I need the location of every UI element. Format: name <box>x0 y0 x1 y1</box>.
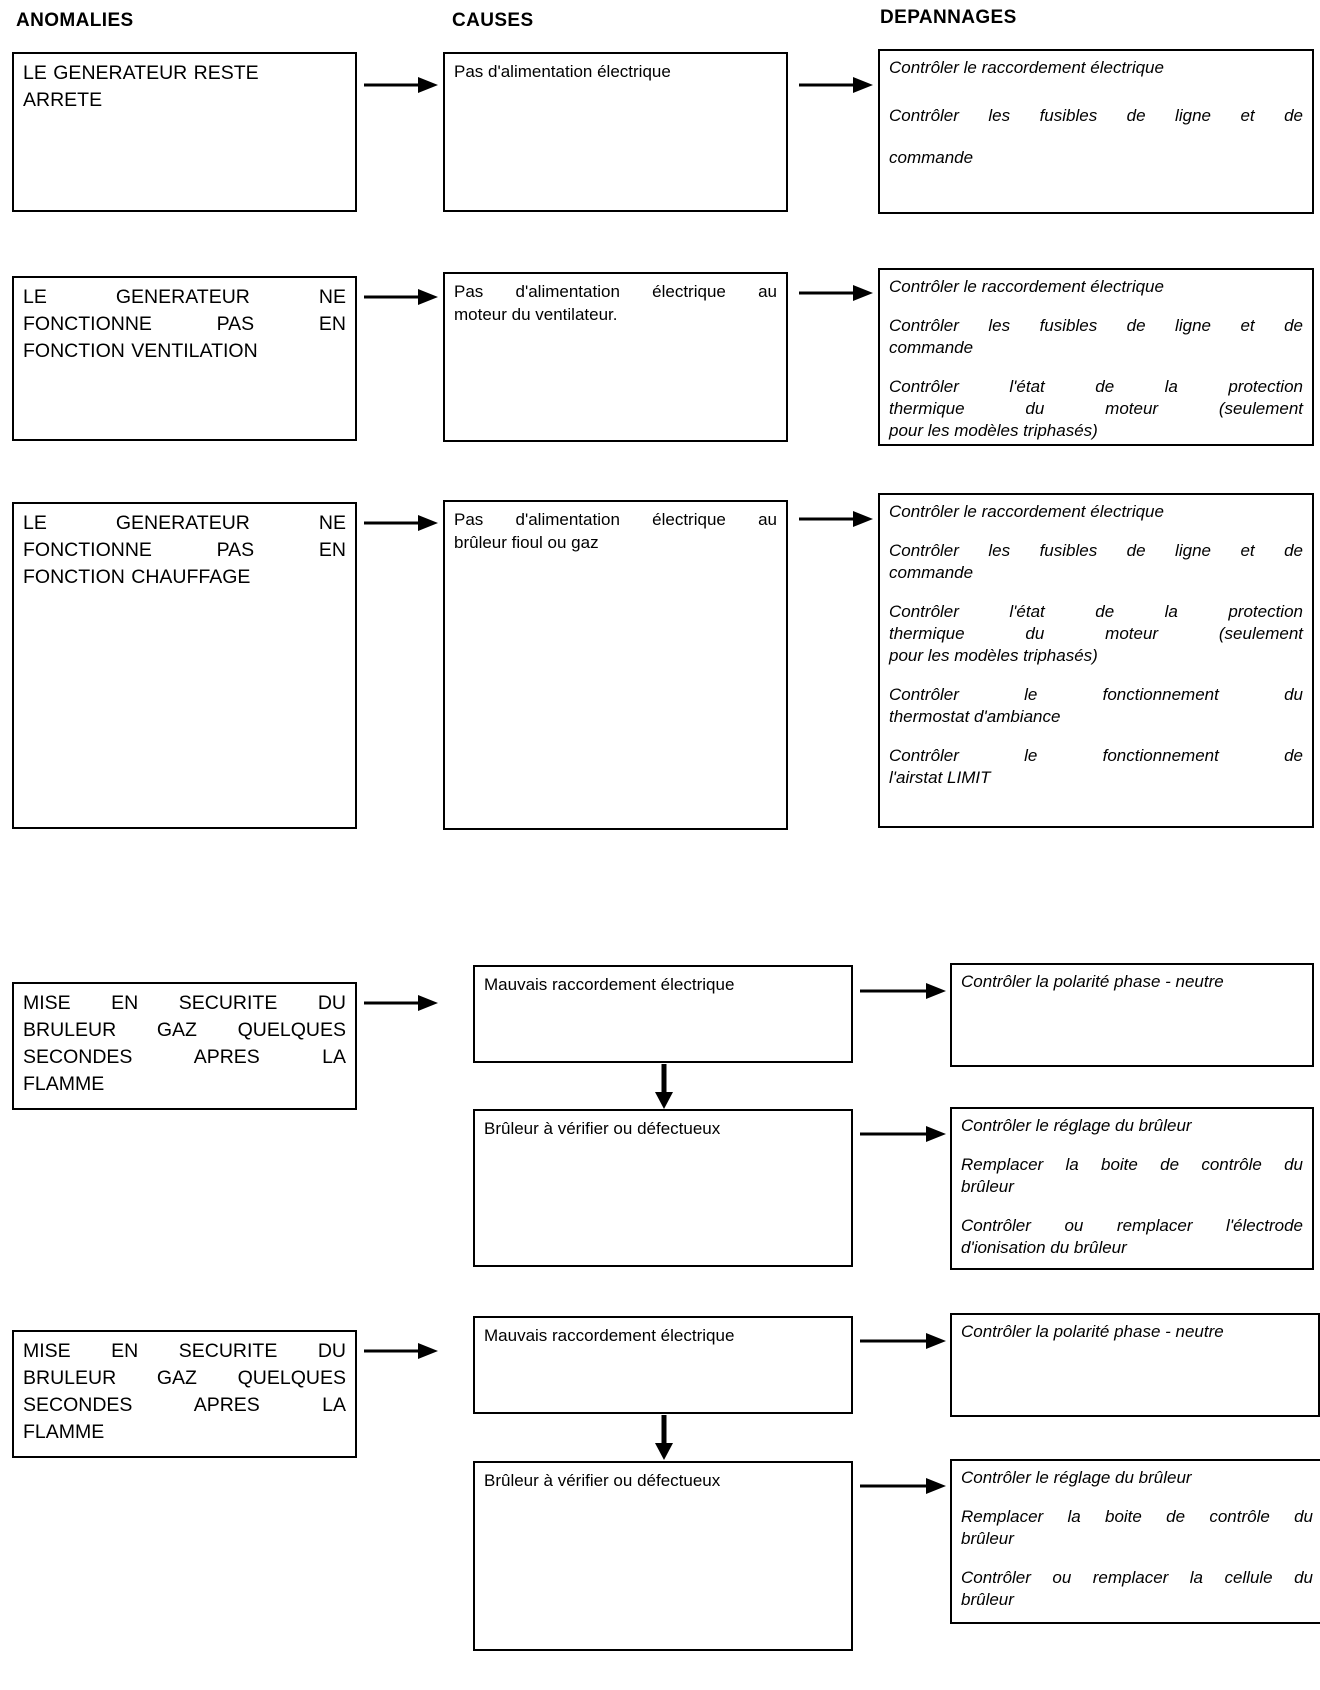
fix-list <box>952 1109 1312 1263</box>
cause-line: Mauvais raccordement électrique <box>484 975 735 994</box>
fix-line: Contrôler la polarité phase - neutre <box>961 1322 1224 1341</box>
arrow-right-icon <box>797 74 875 96</box>
fix-line: brûleur <box>961 1177 1014 1196</box>
fix-item <box>889 376 1303 442</box>
anomaly-text <box>14 54 355 118</box>
fix-item <box>961 1115 1303 1137</box>
fix-box <box>950 1313 1320 1417</box>
arrow-right-icon <box>362 1340 440 1362</box>
fix-line: Contrôler les fusibles de ligne et de <box>889 541 1303 560</box>
cause-text <box>445 54 786 87</box>
anomaly-line: LE GENERATEUR NE <box>23 512 346 534</box>
anomaly-line: MISE EN SECURITE DU <box>23 1340 346 1362</box>
cause-text <box>475 1318 851 1351</box>
anomaly-text <box>14 504 355 595</box>
cause-text <box>475 1111 851 1144</box>
anomaly-box <box>12 276 357 441</box>
fix-line: brûleur <box>961 1590 1014 1609</box>
fix-item <box>961 971 1303 993</box>
arrow-right-icon <box>797 508 875 530</box>
anomaly-line: ARRETE <box>23 89 103 111</box>
fix-list <box>880 495 1312 793</box>
arrow-down-icon <box>651 1063 677 1111</box>
arrow-right-icon <box>362 992 440 1014</box>
fix-line: Contrôler ou remplacer la cellule du <box>961 1568 1313 1587</box>
fix-line: Contrôler les fusibles de ligne et de <box>889 316 1303 335</box>
fix-item <box>889 501 1303 523</box>
fix-line: thermique du moteur (seulement <box>889 624 1303 643</box>
fix-box <box>878 268 1314 446</box>
fix-item <box>889 540 1303 584</box>
anomaly-line: BRULEUR GAZ QUELQUES <box>23 1019 346 1041</box>
cause-line: Pas d'alimentation électrique au <box>454 282 777 301</box>
fix-line: thermostat d'ambiance <box>889 707 1061 726</box>
cause-line: Pas d'alimentation électrique au <box>454 510 777 529</box>
fix-line: commande <box>889 563 974 582</box>
fix-item <box>889 105 1303 169</box>
anomaly-text <box>14 278 355 369</box>
fix-line: Contrôler l'état de la protection <box>889 377 1303 396</box>
anomaly-line: FONCTIONNE PAS EN <box>23 539 346 561</box>
cause-box <box>473 1316 853 1414</box>
cause-text <box>445 502 786 558</box>
fix-list <box>952 965 1312 997</box>
anomaly-line: BRULEUR GAZ QUELQUES <box>23 1367 346 1389</box>
fix-line: Remplacer la boite de contrôle du <box>961 1155 1303 1174</box>
fix-line: Contrôler le raccordement électrique <box>889 502 1164 521</box>
arrow-right-icon <box>362 512 440 534</box>
fix-item <box>961 1154 1303 1198</box>
fix-item <box>889 745 1303 789</box>
fix-line: commande <box>889 148 974 167</box>
fix-line: thermique du moteur (seulement <box>889 399 1303 418</box>
anomaly-box <box>12 52 357 212</box>
anomaly-line: LE GENERATEUR NE <box>23 286 346 308</box>
fix-item <box>889 276 1303 298</box>
cause-box <box>443 272 788 442</box>
arrow-right-icon <box>362 74 440 96</box>
fix-box <box>950 1459 1320 1624</box>
arrow-right-icon <box>858 1475 948 1497</box>
fix-line: Contrôler le raccordement électrique <box>889 277 1164 296</box>
arrow-right-icon <box>858 980 948 1002</box>
column-header-depannages: DEPANNAGES <box>880 7 1017 28</box>
fix-box <box>878 49 1314 214</box>
cause-box <box>473 965 853 1063</box>
fix-line: Remplacer la boite de contrôle du <box>961 1507 1313 1526</box>
fix-list <box>952 1461 1320 1615</box>
fix-line: Contrôler ou remplacer l'électrode <box>961 1216 1303 1235</box>
fix-line: d'ionisation du brûleur <box>961 1238 1127 1257</box>
fix-item <box>889 315 1303 359</box>
fix-item <box>961 1567 1313 1611</box>
arrow-right-icon <box>797 282 875 304</box>
anomaly-text <box>14 984 355 1102</box>
fix-box <box>950 1107 1314 1270</box>
cause-box <box>473 1461 853 1651</box>
cause-text <box>445 274 786 330</box>
column-header-causes: CAUSES <box>452 10 534 31</box>
anomaly-line: FONCTION CHAUFFAGE <box>23 566 251 588</box>
cause-box <box>443 52 788 212</box>
fix-item <box>889 57 1303 79</box>
fix-line: Contrôler le réglage du brûleur <box>961 1116 1192 1135</box>
arrow-right-icon <box>858 1123 948 1145</box>
cause-line: moteur du ventilateur. <box>454 305 618 324</box>
fix-list <box>952 1315 1318 1347</box>
fix-item <box>961 1321 1309 1343</box>
fix-line: Contrôler le fonctionnement du <box>889 685 1303 704</box>
fix-list <box>880 270 1312 446</box>
fix-item <box>961 1467 1313 1489</box>
cause-line: Pas d'alimentation électrique <box>454 62 671 81</box>
cause-box <box>473 1109 853 1267</box>
cause-line: Brûleur à vérifier ou défectueux <box>484 1471 721 1490</box>
cause-line: brûleur fioul ou gaz <box>454 533 599 552</box>
anomaly-line: MISE EN SECURITE DU <box>23 992 346 1014</box>
anomaly-line: SECONDES APRES LA <box>23 1046 346 1068</box>
fix-line: Contrôler le fonctionnement de <box>889 746 1303 765</box>
cause-text <box>475 1463 851 1496</box>
cause-line: Mauvais raccordement électrique <box>484 1326 735 1345</box>
fix-line: Contrôler les fusibles de ligne et de <box>889 106 1303 125</box>
fix-box <box>878 493 1314 828</box>
fix-line: Contrôler le réglage du brûleur <box>961 1468 1192 1487</box>
anomaly-line: FONCTIONNE PAS EN <box>23 313 346 335</box>
anomaly-line: SECONDES APRES LA <box>23 1394 346 1416</box>
anomaly-line: FLAMME <box>23 1421 105 1443</box>
fix-line: pour les modèles triphasés) <box>889 421 1098 440</box>
fix-line: Contrôler l'état de la protection <box>889 602 1303 621</box>
cause-box <box>443 500 788 830</box>
anomaly-box <box>12 982 357 1110</box>
fix-line: pour les modèles triphasés) <box>889 646 1098 665</box>
anomaly-line: FONCTION VENTILATION <box>23 340 258 362</box>
fix-line: Contrôler le raccordement électrique <box>889 58 1164 77</box>
arrow-right-icon <box>858 1330 948 1352</box>
fix-line: l'airstat LIMIT <box>889 768 991 787</box>
fix-box <box>950 963 1314 1067</box>
cause-text <box>475 967 851 1000</box>
fix-line: Contrôler la polarité phase - neutre <box>961 972 1224 991</box>
column-header-anomalies: ANOMALIES <box>16 10 134 31</box>
anomaly-text <box>14 1332 355 1450</box>
fix-line: commande <box>889 338 974 357</box>
anomaly-box <box>12 1330 357 1458</box>
fix-line: brûleur <box>961 1529 1014 1548</box>
cause-line: Brûleur à vérifier ou défectueux <box>484 1119 721 1138</box>
fix-list <box>880 51 1312 173</box>
arrow-right-icon <box>362 286 440 308</box>
fix-item <box>889 684 1303 728</box>
anomaly-line: FLAMME <box>23 1073 105 1095</box>
anomaly-line: LE GENERATEUR RESTE <box>23 62 259 84</box>
fix-item <box>889 601 1303 667</box>
anomaly-box <box>12 502 357 829</box>
fix-item <box>961 1506 1313 1550</box>
fix-item <box>961 1215 1303 1259</box>
arrow-down-icon <box>651 1414 677 1462</box>
